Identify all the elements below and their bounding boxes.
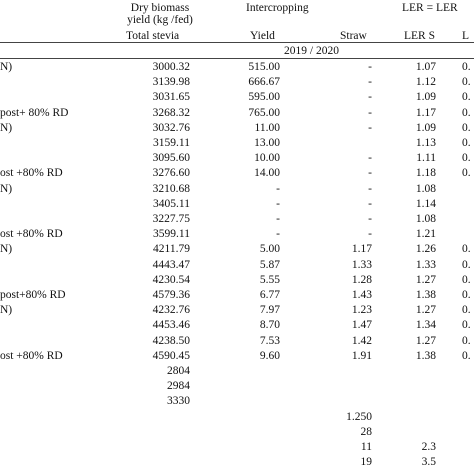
ler-other-cell: 0. (462, 273, 471, 286)
ler-s-cell: 1.38 (415, 349, 436, 362)
biomass-cell: 4453.46 (152, 319, 190, 332)
biomass-cell: 3095.60 (152, 152, 190, 165)
header-ler-other: L (462, 30, 470, 42)
ler-s-cell: 1.27 (415, 304, 436, 317)
header-dry-biomass-line1: Dry biomass (130, 2, 190, 14)
biomass-cell: 4443.47 (152, 258, 190, 271)
ler-other-cell: 0. (462, 167, 471, 180)
ler-s-cell: 1.12 (415, 76, 436, 89)
yield-cell: 765.00 (248, 106, 280, 119)
ler-other-cell: 0. (462, 76, 471, 89)
ler-other-cell: 0. (462, 289, 471, 301)
straw-cell: - (368, 121, 372, 134)
straw-cell: 1.43 (351, 289, 372, 301)
ler-s-cell: 1.07 (415, 61, 436, 73)
straw-cell: 1.250 (346, 410, 372, 423)
yield-cell: 10.00 (254, 152, 280, 165)
ler-s-cell: 1.38 (415, 289, 436, 301)
biomass-cell: 2804 (167, 365, 190, 377)
straw-cell: 11 (360, 441, 372, 453)
yield-cell: 8.70 (259, 319, 280, 332)
ler-s-cell: 1.11 (416, 152, 436, 165)
straw-cell: 1.91 (351, 349, 372, 362)
biomass-cell: 4232.76 (152, 304, 190, 317)
biomass-cell: 3405.11 (153, 197, 190, 210)
biomass-cell: 4579.36 (152, 289, 190, 301)
straw-cell: - (368, 213, 372, 225)
biomass-cell: 2984 (167, 380, 190, 393)
yield-cell: - (276, 213, 280, 225)
yield-cell: 666.67 (248, 76, 280, 89)
biomass-cell: 3032.76 (152, 121, 190, 134)
yield-cell: - (276, 228, 280, 241)
straw-cell: - (368, 182, 372, 195)
row-label: ost +80% RD (0, 349, 63, 362)
yield-cell: - (276, 197, 280, 210)
straw-cell: - (368, 228, 372, 241)
biomass-cell: 4238.50 (152, 334, 190, 347)
biomass-cell: 3139.98 (152, 76, 190, 89)
straw-cell: - (368, 167, 372, 180)
ler-other-cell: 0. (462, 243, 471, 256)
header-dry-biomass-line2: yield (kg /fed) (127, 14, 193, 26)
row-label: ost +80% RD (0, 167, 63, 180)
biomass-cell: 3031.65 (152, 91, 190, 104)
yield-cell: 7.97 (259, 304, 280, 317)
straw-cell: - (368, 76, 372, 89)
header-dry-biomass (120, 2, 200, 26)
yield-cell: 9.60 (259, 349, 280, 362)
row-label: N) (0, 182, 13, 195)
straw-cell: 1.28 (351, 273, 372, 286)
biomass-cell: 4590.45 (152, 349, 190, 362)
straw-cell: - (368, 61, 372, 73)
ler-s-cell: 1.14 (415, 197, 436, 210)
straw-cell: - (368, 197, 372, 210)
straw-cell: 19 (360, 456, 372, 469)
yield-cell: 5.87 (259, 258, 280, 271)
ler-other-cell: 0. (462, 91, 471, 104)
ler-s-cell: 1.08 (415, 182, 436, 195)
ler-s-cell: 1.33 (415, 258, 436, 271)
row-label: N) (0, 243, 13, 256)
ler-other-cell: 0. (462, 319, 471, 332)
header-total-stevia: Total stevia (126, 30, 180, 42)
header-straw: Straw (340, 30, 367, 42)
straw-cell: - (368, 152, 372, 165)
rule-below-header (0, 42, 474, 43)
straw-cell: 1.47 (351, 319, 372, 332)
ler-s-cell: 1.21 (415, 228, 436, 241)
row-label: N) (0, 61, 13, 73)
ler-other-cell: 0. (462, 349, 471, 362)
biomass-cell: 3210.68 (152, 182, 190, 195)
header-yield: Yield (250, 30, 275, 42)
yield-cell: 13.00 (254, 137, 280, 149)
biomass-cell: 3227.75 (152, 213, 190, 225)
ler-s-cell: 2.3 (421, 441, 436, 453)
biomass-cell: 4211.79 (153, 243, 190, 256)
biomass-cell: 3159.11 (153, 137, 190, 149)
straw-cell: - (368, 106, 372, 119)
row-label: N) (0, 304, 13, 317)
yield-cell: 11.00 (254, 121, 280, 134)
header-ler-group: LER = LER (402, 2, 458, 14)
straw-cell: 1.33 (351, 258, 372, 271)
ler-s-cell: 1.18 (415, 167, 436, 180)
yield-cell: 515.00 (248, 61, 280, 73)
ler-other-cell: 0. (462, 137, 471, 149)
biomass-cell: 3330 (167, 395, 190, 408)
ler-s-cell: 1.27 (415, 334, 436, 347)
ler-s-cell: 1.13 (415, 137, 436, 149)
yield-cell: 7.53 (259, 334, 280, 347)
header-ler-s: LER S (404, 30, 435, 42)
yield-cell: 5.00 (259, 243, 280, 256)
straw-cell: 28 (360, 425, 372, 438)
header-intercropping: Intercropping (246, 2, 309, 14)
biomass-cell: 3000.32 (152, 61, 190, 73)
ler-s-cell: 1.09 (415, 121, 436, 134)
straw-cell: 1.23 (351, 304, 372, 317)
biomass-cell: 4230.54 (152, 273, 190, 286)
biomass-cell: 3276.60 (152, 167, 190, 180)
biomass-cell: 3599.11 (153, 228, 190, 241)
yield-cell: 5.55 (259, 273, 280, 286)
ler-other-cell: 0. (462, 334, 471, 347)
ler-s-cell: 1.34 (415, 319, 436, 332)
ler-other-cell: 0. (462, 304, 471, 317)
yield-cell: 595.00 (248, 91, 280, 104)
ler-other-cell: 0. (462, 121, 471, 134)
yield-cell: 14.00 (254, 167, 280, 180)
ler-s-cell: 1.17 (415, 106, 436, 119)
ler-s-cell: 1.27 (415, 273, 436, 286)
ler-s-cell: 1.09 (415, 91, 436, 104)
yield-cell: - (276, 182, 280, 195)
yield-cell: 6.77 (259, 289, 280, 301)
ler-s-cell: 3.5 (421, 456, 436, 469)
ler-s-cell: 1.08 (415, 213, 436, 225)
biomass-cell: 3268.32 (152, 106, 190, 119)
row-label: post+80% RD (0, 289, 66, 301)
straw-cell: 1.17 (351, 243, 372, 256)
ler-s-cell: 1.26 (415, 243, 436, 256)
ler-other-cell: 0. (462, 258, 471, 271)
straw-cell: 1.42 (351, 334, 372, 347)
row-label: ost +80% RD (0, 228, 63, 241)
ler-other-cell: 0. (462, 61, 471, 73)
ler-other-cell: 0. (462, 152, 471, 165)
straw-cell: - (368, 91, 372, 104)
ler-other-cell: 0. (462, 106, 471, 119)
season-label: 2019 / 2020 (284, 45, 339, 57)
row-label: post+ 80% RD (0, 106, 69, 119)
row-label: N) (0, 121, 13, 134)
